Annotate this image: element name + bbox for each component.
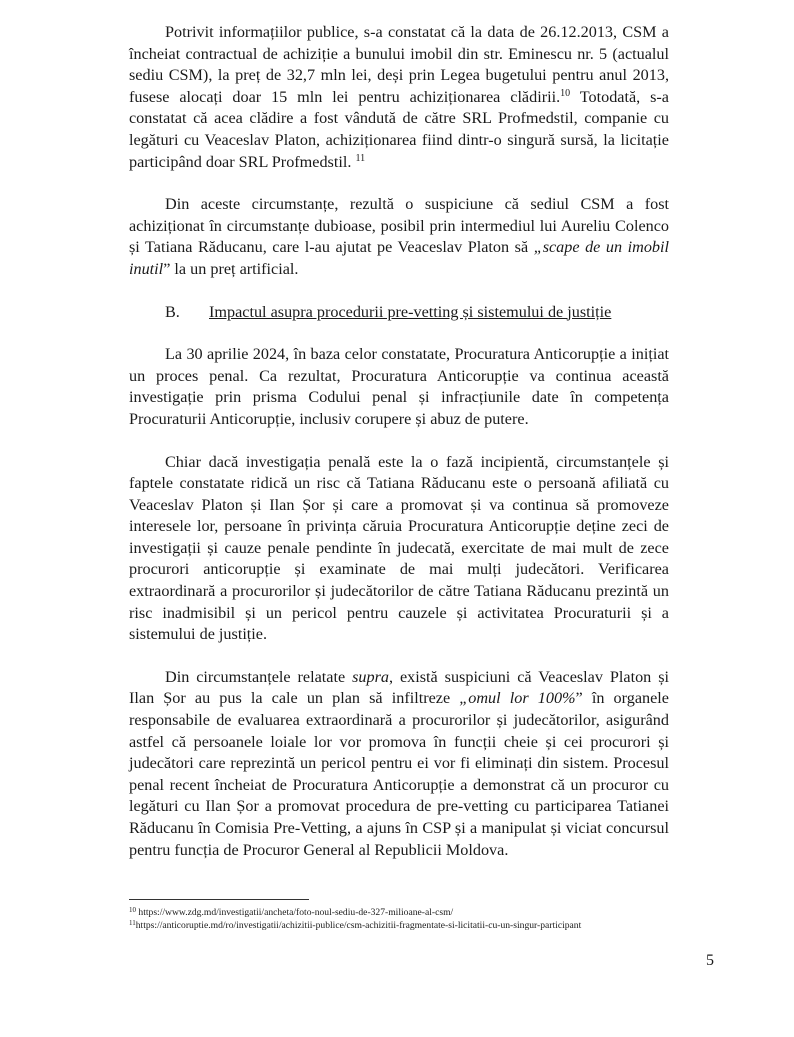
footnote-link[interactable]: https://anticoruptie.md/ro/investigatii/achizitii-publice/csm-achizitii-fragmentate-si-licitatii-cu-un-singur-participant (135, 919, 582, 931)
paragraph-circumstances (129, 194, 669, 280)
footnote-ref-10[interactable]: 10 (560, 87, 571, 99)
text-segment: Totodată, s-a constatat că acea clădire a fost vândută de către SRL Profmedstil, companie cu legături cu Veaceslav Platon, achiziționarea fiind dintr-o singură sursă, la licitație participând doar SRL Profmedstil. (129, 87, 669, 171)
section-title: Impactul asupra procedurii pre-vetting și sistemului de justiție (209, 302, 612, 321)
page-number: 5 (706, 952, 714, 969)
text-segment: La 30 aprilie 2024, în baza celor constatate, Procuratura Anticorupție a inițiat un proces penal. Ca rezultat, Procuratura Anticorupție va continua această investigație prin prisma Codului penal și infracțiunile date în competența Procuraturii Anticorupție, inclusiv corupere și abuz de putere. (129, 345, 669, 428)
text-segment: ” în organele responsabile de evaluarea extraordinară a procurorilor și judecătorilor, asigurând astfel că persoanele loiale lor vor promova în funcții cheie și cei procurori și judecători care reprezintă un pericol pentru ei vor fi eliminați din sistem. Procesul penal recent încheiat de Procuratura Anticorupție a demonstrat că un procuror cu legături cu Ilan Șor a promovat procedura de pre-vetting cu participarea Tatianei Răducanu în Comisia Pre-Vetting, a ajuns în CSP și a manipulat și viciat concursul pentru funcția de Procuror General al Republicii Moldova. (129, 689, 669, 859)
latin-term: supra (352, 667, 389, 686)
footnote-number: 11 (129, 918, 136, 927)
section-letter: B. (165, 302, 180, 321)
footnote-number: 10 (129, 906, 136, 914)
text-segment: Chiar dacă investigația penală este la o fază incipientă, circumstanțele și faptele constatate ridică un risc că Tatiana Răducanu este o persoană afiliată cu Veaceslav Platon și Ilan Șor și care a promovat și va continua să promoveze interesele lor, persoane în privința căruia Procuratura Anticorupție deține zeci de investigații și cauze penale pendinte în judecată, exercitate de mai mult de zece procurori anticorupție și examinate de mai mulți judecători. Verificarea extraordinară a procurorilor și judecătorilor de către Tatiana Răducanu prezintă un risc inadmisibil și un pericol pentru cauzele și activitatea Procuraturii și a sistemului de justiție. (129, 452, 669, 644)
text-segment: Din aceste circumstanțe, rezultă o suspiciune că sediul CSM a fost achiziționat în circumstanțe dubioase, posibil prin intermediul lui Aureliu Colenco și Tatiana Răducanu, care l-au ajutat pe Veaceslav Platon să (129, 195, 669, 257)
footnote-ref-11[interactable]: 11 (355, 152, 366, 164)
paragraph-risk (129, 452, 669, 646)
quoted-phrase: „omul lor 100% (459, 689, 576, 708)
paragraph-infiltration (129, 667, 669, 861)
paragraph-csm-acquisition (129, 22, 669, 173)
footnote-10 (129, 907, 689, 920)
paragraph-criminal-case (129, 344, 669, 430)
quoted-phrase: „scape de un imobil inutil (129, 238, 669, 278)
text-segment: , există suspiciuni că Veaceslav Platon și Ilan Șor au pus la cale un plan să infiltreze (129, 667, 669, 708)
section-heading (129, 302, 669, 324)
text-segment: ” la un preț artificial. (163, 259, 299, 278)
text-segment: Din circumstanțele relatate (165, 667, 353, 686)
footnote-link[interactable]: https://www.zdg.md/investigatii/ancheta/foto-noul-sediu-de-327-milioane-al-csm/ (136, 907, 454, 918)
text-segment: Potrivit informațiilor publice, s-a constatat că la data de 26.12.2013, CSM a încheiat contractual de achiziție a bunului imobil din str. Eminescu nr. 5 (actualul sediu CSM), la preț de 32,7 mln lei, deși prin Legea bugetului pentru anul 2013, fusese alocați doar 15 mln lei pentru achiziționarea clădirii. (129, 23, 669, 106)
footnote-11 (129, 920, 689, 933)
document-body (129, 22, 669, 882)
footnotes (129, 907, 689, 932)
footnote-divider (129, 899, 309, 900)
